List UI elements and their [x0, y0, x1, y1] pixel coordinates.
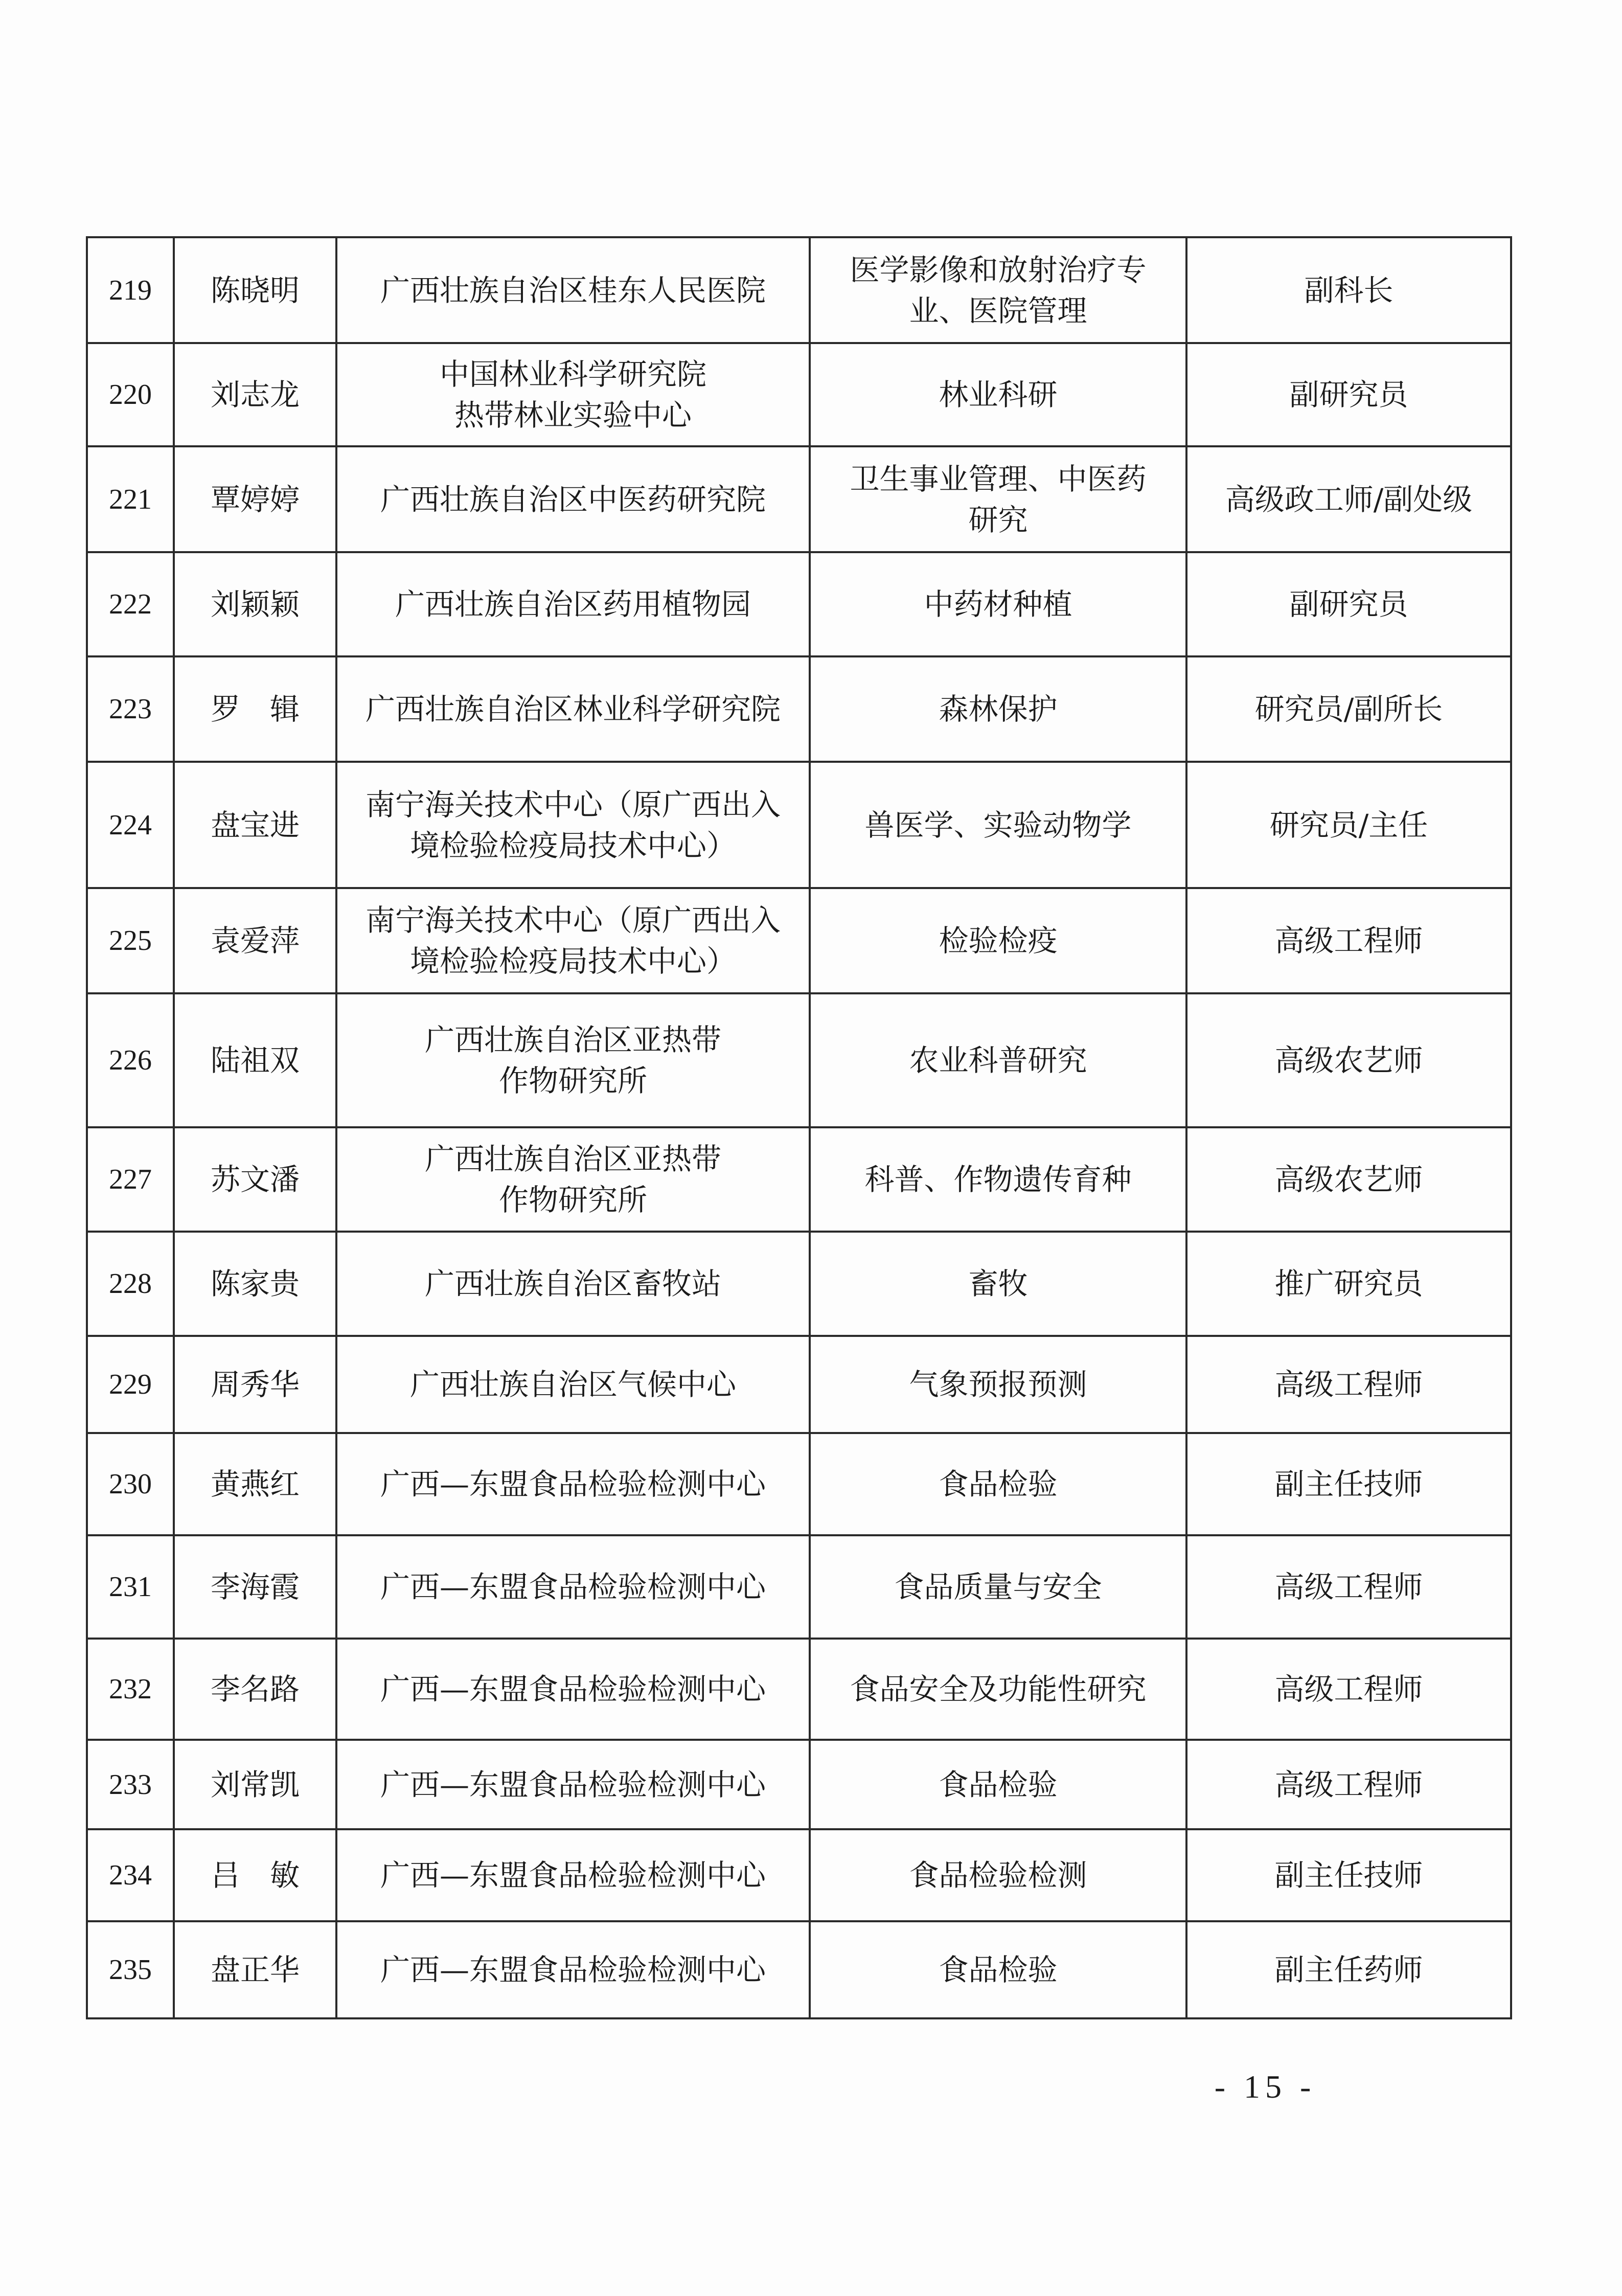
cell-field	[810, 343, 1186, 446]
cell-number: 229	[87, 1336, 174, 1433]
table-row	[87, 237, 1511, 343]
cell-title: 研究员/主任	[1186, 762, 1511, 888]
cell-field	[810, 1336, 1186, 1433]
cell-field-line: 畜牧	[968, 1266, 1028, 1301]
table-row	[87, 1921, 1511, 2018]
cell-number: 223	[87, 656, 174, 762]
cell-field	[810, 1829, 1186, 1921]
cell-field	[810, 1127, 1186, 1232]
cell-name: 陈晓明	[174, 237, 336, 343]
cell-number: 235	[87, 1921, 174, 2018]
cell-unit	[336, 1639, 810, 1740]
cell-title: 高级工程师	[1186, 1535, 1511, 1639]
cell-number: 222	[87, 552, 174, 656]
cell-unit	[336, 993, 810, 1127]
cell-title: 高级政工师/副处级	[1186, 446, 1511, 552]
cell-unit	[336, 1336, 810, 1433]
cell-field	[810, 1232, 1186, 1336]
cell-unit	[336, 343, 810, 446]
cell-unit-line: 境检验检疫局技术中心）	[409, 828, 736, 863]
cell-number: 227	[87, 1127, 174, 1232]
table-row	[87, 1829, 1511, 1921]
cell-field-line: 食品检验	[939, 1467, 1058, 1502]
cell-name: 刘志龙	[174, 343, 336, 446]
table-row	[87, 552, 1511, 656]
cell-field	[810, 552, 1186, 656]
cell-name: 陆祖双	[174, 993, 336, 1127]
cell-unit-line: 广西壮族自治区亚热带	[424, 1142, 721, 1176]
cell-field-line: 医学影像和放射治疗专	[850, 252, 1147, 287]
cell-field-line: 森林保护	[939, 692, 1058, 726]
cell-name: 覃婷婷	[174, 446, 336, 552]
cell-field-line: 食品检验检测	[909, 1858, 1087, 1893]
table-row	[87, 993, 1511, 1127]
table-row	[87, 1639, 1511, 1740]
cell-unit	[336, 1740, 810, 1829]
cell-unit	[336, 1433, 810, 1535]
table-row	[87, 888, 1511, 993]
cell-name: 苏文潘	[174, 1127, 336, 1232]
cell-title: 高级农艺师	[1186, 993, 1511, 1127]
cell-number: 233	[87, 1740, 174, 1829]
cell-field-line: 食品质量与安全	[894, 1570, 1102, 1604]
cell-name: 李名路	[174, 1639, 336, 1740]
cell-field-line: 农业科普研究	[909, 1043, 1087, 1078]
cell-unit-line: 作物研究所	[498, 1063, 647, 1098]
cell-number: 228	[87, 1232, 174, 1336]
table-row	[87, 1535, 1511, 1639]
cell-field-line: 食品检验	[939, 1952, 1058, 1987]
cell-unit-line: 广西—东盟食品检验检测中心	[380, 1570, 766, 1604]
table-row	[87, 1740, 1511, 1829]
cell-title: 研究员/副所长	[1186, 656, 1511, 762]
cell-unit-line: 广西壮族自治区亚热带	[424, 1022, 721, 1057]
cell-unit	[336, 1921, 810, 2018]
page-number: - 15 -	[1214, 2068, 1316, 2105]
cell-unit-line: 广西—东盟食品检验检测中心	[380, 1858, 766, 1893]
cell-unit-line: 南宁海关技术中心（原广西出入	[365, 903, 781, 938]
cell-field	[810, 1639, 1186, 1740]
cell-title: 高级工程师	[1186, 1740, 1511, 1829]
cell-field	[810, 237, 1186, 343]
cell-field	[810, 888, 1186, 993]
table-row	[87, 1433, 1511, 1535]
table-row	[87, 762, 1511, 888]
cell-unit	[336, 1127, 810, 1232]
cell-field	[810, 1740, 1186, 1829]
cell-field	[810, 1433, 1186, 1535]
cell-field-line: 检验检疫	[939, 923, 1058, 958]
cell-number: 231	[87, 1535, 174, 1639]
cell-field-line: 林业科研	[939, 377, 1058, 412]
cell-field-line: 研究	[968, 502, 1028, 537]
cell-field	[810, 446, 1186, 552]
cell-unit-line: 广西—东盟食品检验检测中心	[380, 1672, 766, 1707]
cell-number: 230	[87, 1433, 174, 1535]
cell-title: 推广研究员	[1186, 1232, 1511, 1336]
cell-number: 234	[87, 1829, 174, 1921]
cell-unit	[336, 552, 810, 656]
cell-name: 袁爱萍	[174, 888, 336, 993]
cell-unit	[336, 888, 810, 993]
cell-unit	[336, 237, 810, 343]
table-row	[87, 446, 1511, 552]
cell-unit-line: 广西壮族自治区药用植物园	[395, 587, 751, 622]
cell-title: 高级工程师	[1186, 1336, 1511, 1433]
cell-unit-line: 广西—东盟食品检验检测中心	[380, 1467, 766, 1502]
cell-field-line: 兽医学、实验动物学	[864, 807, 1132, 843]
cell-unit-line: 广西—东盟食品检验检测中心	[380, 1767, 766, 1802]
cell-field	[810, 762, 1186, 888]
cell-unit	[336, 1829, 810, 1921]
cell-unit	[336, 1232, 810, 1336]
cell-unit-line: 热带林业实验中心	[454, 398, 692, 433]
cell-unit	[336, 1535, 810, 1639]
cell-unit-line: 中国林业科学研究院	[439, 357, 706, 392]
cell-unit-line: 作物研究所	[498, 1183, 647, 1217]
cell-unit	[336, 656, 810, 762]
cell-name: 刘常凯	[174, 1740, 336, 1829]
cell-title: 副研究员	[1186, 552, 1511, 656]
cell-number: 219	[87, 237, 174, 343]
cell-number: 226	[87, 993, 174, 1127]
cell-title: 副科长	[1186, 237, 1511, 343]
cell-number: 232	[87, 1639, 174, 1740]
cell-field-line: 科普、作物遗传育种	[864, 1162, 1132, 1197]
cell-name: 陈家贵	[174, 1232, 336, 1336]
table-row	[87, 343, 1511, 446]
cell-title: 副研究员	[1186, 343, 1511, 446]
cell-number: 221	[87, 446, 174, 552]
cell-name: 周秀华	[174, 1336, 336, 1433]
cell-name: 罗 辑	[174, 656, 336, 762]
cell-field	[810, 1535, 1186, 1639]
table-row	[87, 1336, 1511, 1433]
cell-field	[810, 656, 1186, 762]
cell-number: 225	[87, 888, 174, 993]
cell-unit	[336, 762, 810, 888]
cell-title: 副主任技师	[1186, 1829, 1511, 1921]
cell-field-line: 业、医院管理	[909, 293, 1087, 328]
cell-name: 吕 敏	[174, 1829, 336, 1921]
cell-title: 副主任技师	[1186, 1433, 1511, 1535]
cell-unit-line: 广西壮族自治区中医药研究院	[380, 482, 766, 517]
cell-unit-line: 广西壮族自治区气候中心	[409, 1367, 736, 1402]
personnel-table	[86, 236, 1512, 2019]
cell-number: 224	[87, 762, 174, 888]
cell-title: 副主任药师	[1186, 1921, 1511, 2018]
cell-unit-line: 广西—东盟食品检验检测中心	[380, 1952, 766, 1987]
cell-unit-line: 广西壮族自治区桂东人民医院	[380, 272, 766, 308]
cell-name: 黄燕红	[174, 1433, 336, 1535]
cell-unit	[336, 446, 810, 552]
cell-name: 刘颖颖	[174, 552, 336, 656]
cell-field	[810, 1921, 1186, 2018]
cell-title: 高级工程师	[1186, 888, 1511, 993]
cell-field-line: 中药材种植	[924, 587, 1072, 622]
cell-title: 高级农艺师	[1186, 1127, 1511, 1232]
cell-name: 盘正华	[174, 1921, 336, 2018]
table-row	[87, 656, 1511, 762]
cell-field-line: 食品检验	[939, 1767, 1058, 1802]
cell-field-line: 卫生事业管理、中医药	[850, 461, 1147, 496]
table-row	[87, 1127, 1511, 1232]
cell-title: 高级工程师	[1186, 1639, 1511, 1740]
cell-unit-line: 南宁海关技术中心（原广西出入	[365, 787, 781, 822]
cell-field-line: 食品安全及功能性研究	[850, 1672, 1147, 1707]
cell-name: 李海霞	[174, 1535, 336, 1639]
table-row	[87, 1232, 1511, 1336]
cell-field-line: 气象预报预测	[909, 1367, 1087, 1402]
cell-unit-line: 境检验检疫局技术中心）	[409, 944, 736, 979]
table-body	[87, 237, 1511, 2018]
cell-name: 盘宝进	[174, 762, 336, 888]
cell-unit-line: 广西壮族自治区林业科学研究院	[365, 692, 781, 726]
cell-number: 220	[87, 343, 174, 446]
cell-field	[810, 993, 1186, 1127]
cell-unit-line: 广西壮族自治区畜牧站	[424, 1266, 721, 1301]
